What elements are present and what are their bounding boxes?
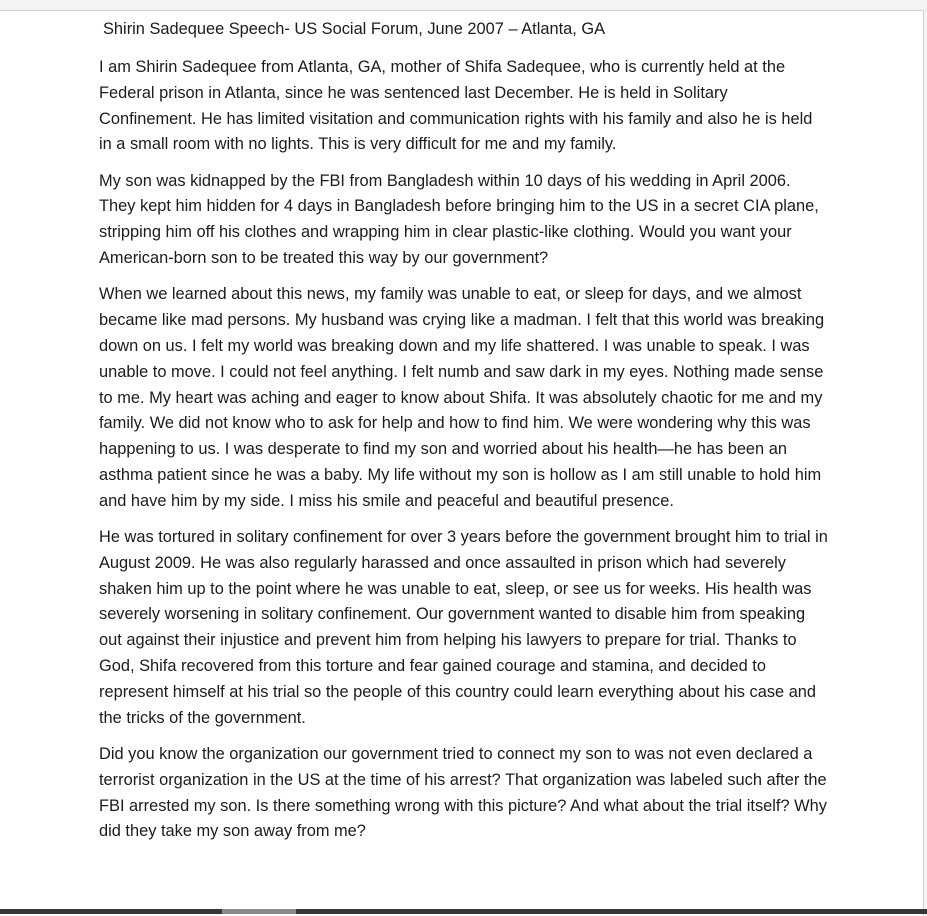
paragraph-5: Did you know the organization our government tried to connect my son to was not even declared a terrorist organization in the US at the time of his arrest? That organization was labeled such after the FBI arrested my son. Is there something wrong with this picture? And what about the trial itself? Why did they take my son away from me? — [99, 744, 827, 841]
paragraph-3: When we learned about this news, my family was unable to eat, or sleep for days, and we almost became like mad persons. My husband was crying like a madman. I felt that this world was breaking down on us. I felt my world was breaking down and my life shattered. I was unable to speak. I was unable to move. I could not feel anything. I felt numb and saw dark in my eyes. Nothing made sense to me. My heart was aching and eager to know about Shifa. It was absolutely chaotic for me and my family. We did not know who to ask for help and how to find him. We were wondering why this was happening to us. I was desperate to find my son and worried about his health—he has been an asthma patient since he was a baby. My life without my son is hollow as I am still unable to hold him and have him by my side. I miss his smile and peaceful and beautiful presence. — [99, 285, 825, 510]
document-body — [99, 55, 829, 856]
document-page — [0, 10, 924, 916]
paragraph-2: My son was kidnapped by the FBI from Bangladesh within 10 days of his wedding in April 2006. They kept him hidden for 4 days in Bangladesh before bringing him to the US in a secret CIA plane, stripping him off his clothes and wrapping him in clear plastic-like clothing. Would you want your American-born son to be treated this way by our government? — [99, 171, 819, 268]
paragraph-1: I am Shirin Sadequee from Atlanta, GA, mother of Shifa Sadequee, who is currently held at the Federal prison in Atlanta, since he was sentenced last December. He is held in Solitary Confinement. He has limited visitation and communication rights with his family and also he is held in a small room with no lights. This is very difficult for me and my family. — [99, 58, 813, 154]
paragraph-4: He was tortured in solitary confinement for over 3 years before the government brought him to trial in August 2009. He was also regularly harassed and once assaulted in prison which had severely shaken him up to the point where he was unable to eat, sleep, or see us for weeks. His health was severely worsening in solitary confinement. Our government wanted to disable him from speaking out against their injustice and prevent him from helping his lawyers to prepare for trial. Thanks to God, Shifa recovered from this torture and fear gained courage and stamina, and decided to represent himself at his trial so the people of this country could learn everything about his case and the tricks of the government. — [99, 528, 828, 727]
scrollbar-thumb[interactable] — [222, 909, 296, 914]
horizontal-scrollbar[interactable] — [0, 909, 927, 914]
document-title: Shirin Sadequee Speech- US Social Forum, June 2007 – Atlanta, GA — [103, 20, 606, 38]
